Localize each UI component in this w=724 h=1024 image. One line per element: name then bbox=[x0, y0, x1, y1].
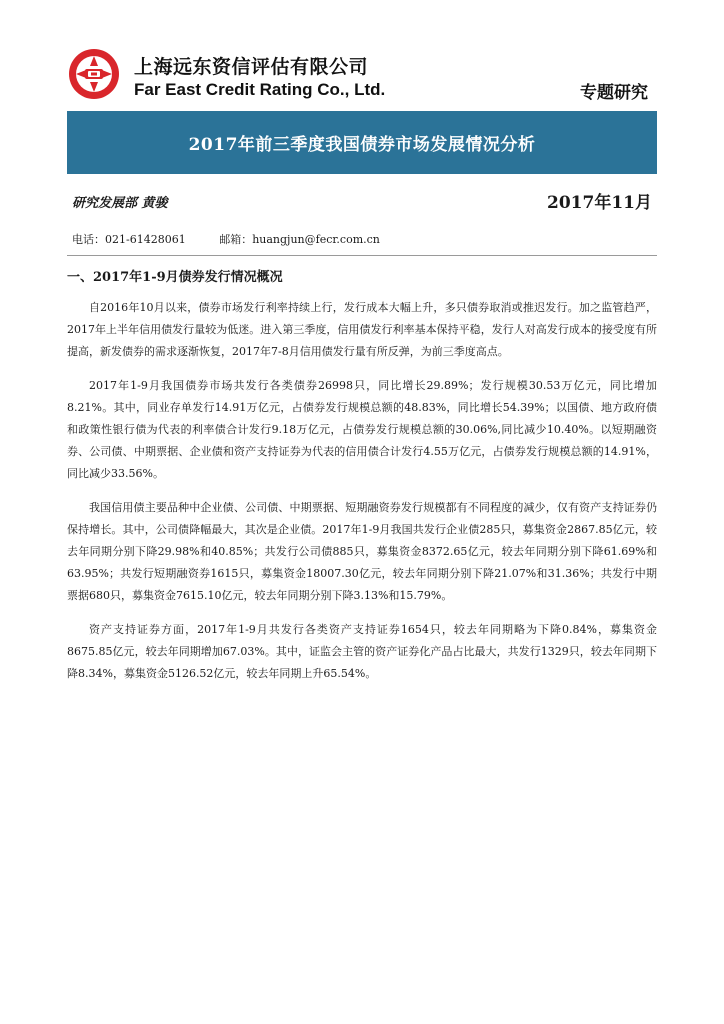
email-label: 邮箱： bbox=[219, 233, 253, 246]
report-date: 2017年11月 bbox=[547, 193, 652, 213]
page-header bbox=[68, 46, 658, 106]
contact-info bbox=[72, 231, 380, 247]
document-type: 专题研究 bbox=[580, 83, 648, 103]
body-text bbox=[67, 297, 657, 697]
author-line bbox=[72, 192, 168, 211]
email-address[interactable]: huangjun@fecr.com.cn bbox=[252, 233, 380, 246]
fecr-logo-icon bbox=[68, 48, 120, 100]
paragraph: 自2016年10月以来，债券市场发行利率持续上行，发行成本大幅上升，多只债券取消或推迟发行。加之监管趋严，2017年上半年信用债发行量较为低迷。进入第三季度，信用债发行利率基本保持平稳，发行人对高发行成本的接受度有所提高，新发债券的需求逐渐恢复，2017年7-8月信用债发行量有所反弹，为前三季度高点。 bbox=[67, 301, 657, 358]
paragraph: 资产支持证券方面，2017年1-9月共发行各类资产支持证券1654只，较去年同期略为下降0.84%，募集资金8675.85亿元，较去年同期增加67.03%。其中，证监会主管的资产证券化产品占比最大，共发行1329只，较去年同期下降8.34%，募集资金5126.52亿元，较去年同期上升65.54%。 bbox=[67, 623, 657, 680]
company-name-cn: 上海远东资信评估有限公司 bbox=[134, 56, 369, 78]
title-banner bbox=[67, 111, 657, 174]
header-divider bbox=[67, 255, 657, 256]
phone-label: 电话： bbox=[72, 233, 105, 246]
paragraph: 2017年1-9月我国债券市场共发行各类债券26998只，同比增长29.89%；发行规模30.53万亿元，同比增加8.21%。其中，同业存单发行14.91万亿元，占债券发行规模总额的48.83%，同比增长54.39%；以国债、地方政府债和政策性银行债为代表的利率债合计发行9.18万亿元，占债券发行规模总额的30.06%,同比减少10.40%。以短期融资券、公司债、中期票据、企业债和资产支持证券为代表的信用债合计发行4.55万亿元，占债券发行规模总额的14.91%，同比减少33.56%。 bbox=[67, 379, 657, 480]
author-name: 黄骏 bbox=[141, 196, 168, 211]
section-heading: 一、2017年1-9月债券发行情况概况 bbox=[67, 270, 283, 285]
report-title: 2017年前三季度我国债券市场发展情况分析 bbox=[188, 135, 536, 155]
company-name-en: Far East Credit Rating Co., Ltd. bbox=[134, 80, 386, 99]
department: 研究发展部 bbox=[72, 196, 138, 211]
phone-number: 021-61428061 bbox=[105, 233, 186, 246]
paragraph: 我国信用债主要品种中企业债、公司债、中期票据、短期融资券发行规模都有不同程度的减少，仅有资产支持证券仍保持增长。其中，公司债降幅最大，其次是企业债。2017年1-9月我国共发行企业债285只，募集资金2867.85亿元，较去年同期分别下降29.98%和40.85%；共发行公司债885只，募集资金8372.65亿元，较去年同期分别下降61.69%和63.95%；共发行短期融资券1615只，募集资金18007.30亿元，较去年同期分别下降21.07%和31.36%；共发行中期票据680只，募集资金7615.10亿元，较去年同期分别下降3.13%和15.79%。 bbox=[67, 501, 657, 602]
